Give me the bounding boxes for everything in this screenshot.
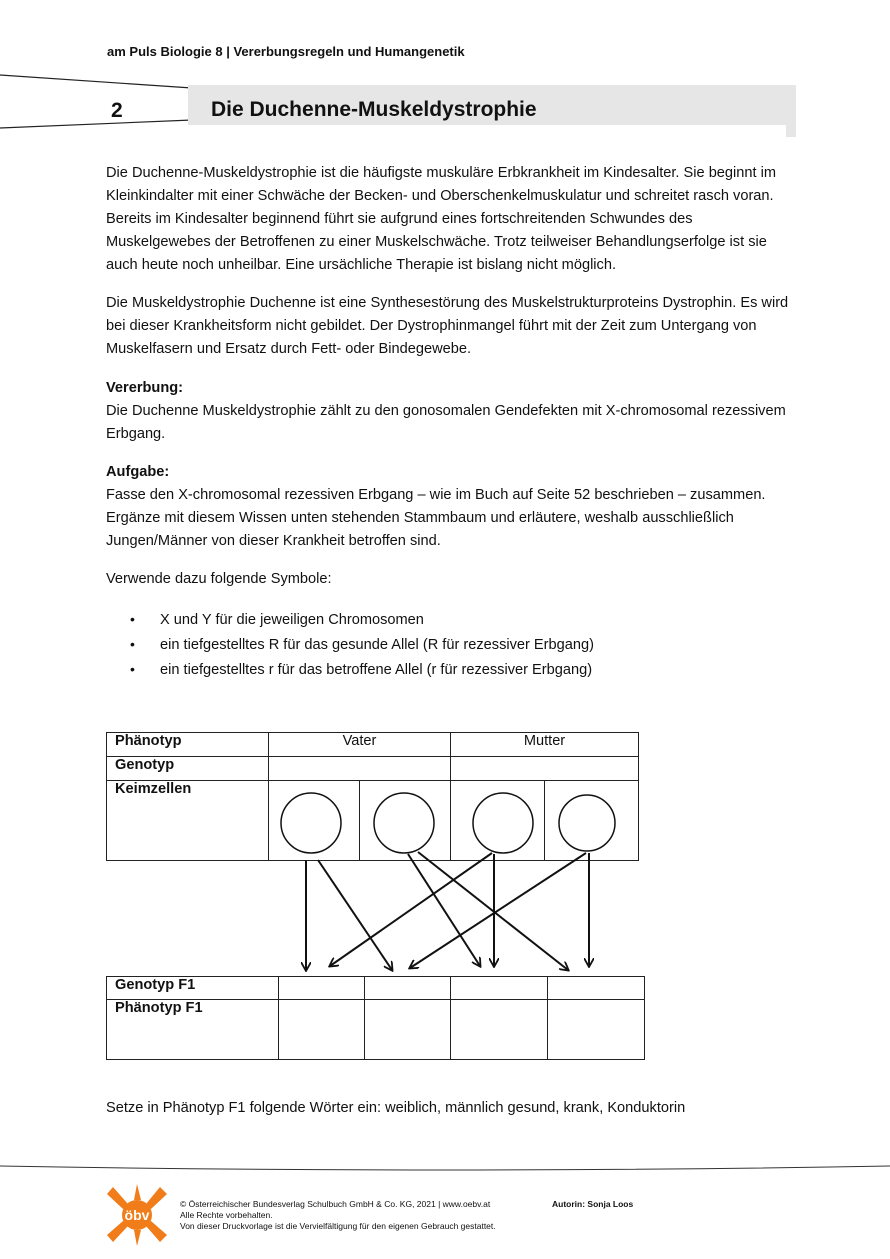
f1-phenotype-cell[interactable] <box>451 1000 548 1060</box>
phenotype-label: Phänotyp <box>107 733 269 757</box>
gametes-label: Keimzellen <box>107 781 269 861</box>
mother-genotype-cell[interactable] <box>451 757 639 781</box>
logo-text: öbv <box>124 1207 150 1223</box>
f1-phenotype-label: Phänotyp F1 <box>107 1000 279 1060</box>
bullet-icon: • <box>130 611 135 627</box>
paragraph-1: Die Duchenne-Muskeldystrophie ist die häufigste muskuläre Erbkrankheit im Kindesalter. Sie beginnt im Kleinkindalter mit einer Schwäche der Becken- und Oberschenkelmuskulatur und schreitet rasch voran. Bereits im Kindesalter beginnend führt sie aufgrund eines fortschreitenden Schwundes des Muskelgewebes der Betroffenen zu einer Muskelschwäche. Trotz teilweiser Behandlungserfolge ist sie auch heute noch unheilbar. Eine ursächliche Therapie ist bislang nicht möglich. <box>106 165 777 273</box>
f1-phenotype-cell[interactable] <box>365 1000 451 1060</box>
task-heading: Aufgabe: <box>106 464 170 480</box>
list-item <box>130 607 594 632</box>
inheritance-section <box>106 377 796 446</box>
father-gamete-circle-2[interactable] <box>374 793 434 853</box>
f1-genotype-cell[interactable] <box>365 977 451 1000</box>
instruction-note: Setze in Phänotyp F1 folgende Wörter ein: weiblich, männlich gesund, krank, Konduktorin <box>106 1100 686 1116</box>
running-header: am Puls Biologie 8 | Vererbungsregeln und Humangenetik <box>107 44 465 59</box>
father-genotype-cell[interactable] <box>269 757 451 781</box>
crossing-diagram <box>0 780 890 980</box>
oebv-logo-icon <box>106 1184 170 1246</box>
mother-header: Mutter <box>451 733 639 757</box>
inheritance-heading: Vererbung: <box>106 380 184 396</box>
intro-paragraph <box>106 162 796 277</box>
paragraph-2: Die Muskeldystrophie Duchenne ist eine Synthesestörung des Muskelstrukturproteins Dystrophin. Es wird bei dieser Krankheitsform nicht gebildet. Der Dystrophinmangel führt mit der Zeit zum Untergang von Muskelfasern und Ersatz durch Fett- oder Bindegewebe. <box>106 295 789 357</box>
list-item <box>130 657 594 682</box>
list-item-text: X und Y für die jeweiligen Chromosomen <box>160 612 424 628</box>
mother-gamete-circle-1[interactable] <box>473 793 533 853</box>
arrow <box>318 860 392 970</box>
list-item-text: ein tiefgestelltes R für das gesunde Allel (R für rezessiver Erbgang) <box>160 637 594 653</box>
f1-phenotype-cell[interactable] <box>279 1000 365 1060</box>
title-band-edge <box>786 125 796 137</box>
arrow <box>330 853 492 966</box>
copyright-line: © Österreichischer Bundesverlag Schulbuch GmbH & Co. KG, 2021 | www.oebv.at <box>180 1199 491 1209</box>
arrow <box>410 853 586 968</box>
title-bracket-decoration <box>0 70 200 132</box>
task-text: Fasse den X-chromosomal rezessiven Erbgang – wie im Buch auf Seite 52 beschrieben – zusammen. Ergänze mit diesem Wissen unten stehenden Stammbaum und erläutere, weshalb ausschließlich Jungen/Männer von dieser Krankheit betroffen sind. <box>106 487 766 549</box>
f1-genotype-cell[interactable] <box>451 977 548 1000</box>
f1-genotype-cell[interactable] <box>279 977 365 1000</box>
footer-legal <box>180 1199 496 1232</box>
chapter-number: 2 <box>111 99 123 122</box>
bullet-icon: • <box>130 661 135 677</box>
list-item <box>130 632 594 657</box>
list-item-text: ein tiefgestelltes r für das betroffene Allel (r für rezessiver Erbgang) <box>160 662 593 678</box>
permission-line: Von dieser Druckvorlage ist die Vervielfältigung für den eigenen Gebrauch gestattet. <box>180 1221 496 1231</box>
inheritance-text: Die Duchenne Muskeldystrophie zählt zu den gonosomalen Gendefekten mit X-chromosomal rezessivem Erbgang. <box>106 403 786 442</box>
task-section <box>106 461 796 553</box>
f1-genotype-cell[interactable] <box>548 977 645 1000</box>
f1-genetics-table <box>106 976 645 1060</box>
f1-phenotype-cell[interactable] <box>548 1000 645 1060</box>
father-header: Vater <box>269 733 451 757</box>
symbol-list <box>130 607 594 682</box>
symbols-intro: Verwende dazu folgende Symbole: <box>106 571 332 587</box>
dystrophin-paragraph <box>106 292 796 361</box>
mother-gamete-circle-2[interactable] <box>559 795 615 851</box>
arrow <box>408 854 480 966</box>
father-gamete-circle-1[interactable] <box>281 793 341 853</box>
author-credit: Autorin: Sonja Loos <box>552 1199 634 1209</box>
bullet-icon: • <box>130 636 135 652</box>
footer-divider <box>0 1160 890 1180</box>
rights-line: Alle Rechte vorbehalten. <box>180 1210 273 1220</box>
f1-genotype-label: Genotyp F1 <box>107 977 279 1000</box>
page-title: Die Duchenne-Muskeldystrophie <box>211 98 537 121</box>
genotype-label: Genotyp <box>107 757 269 781</box>
